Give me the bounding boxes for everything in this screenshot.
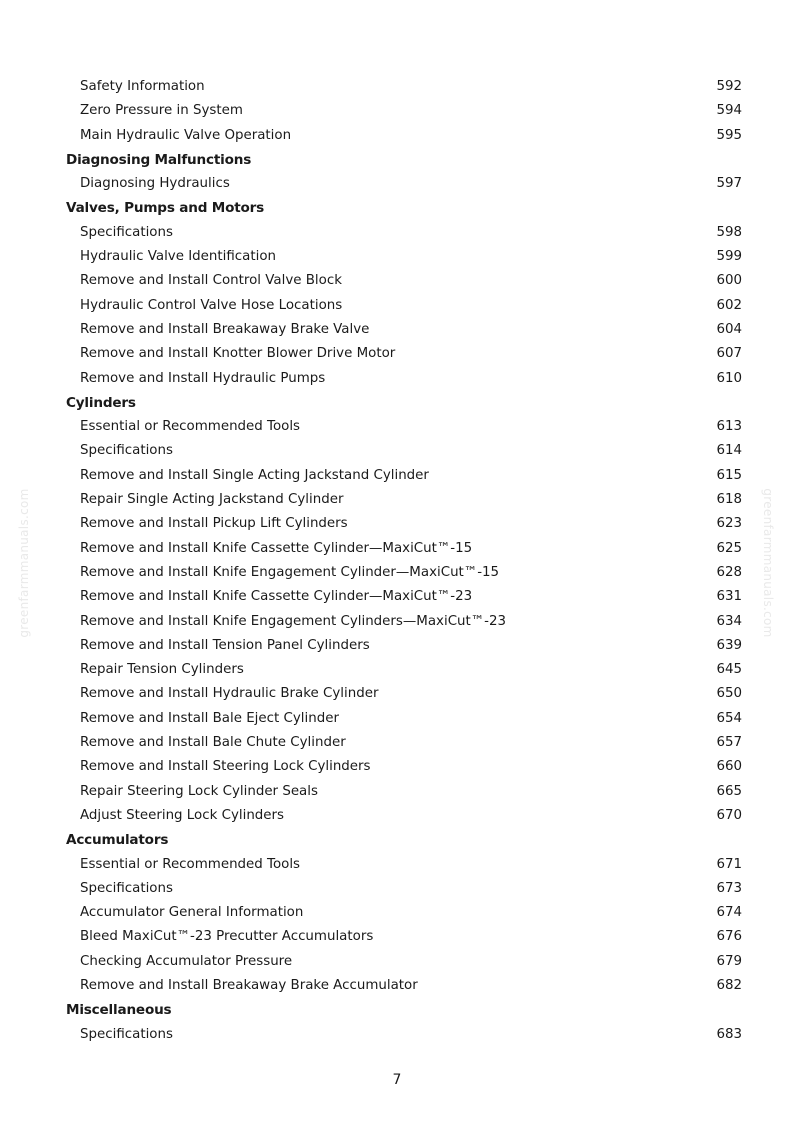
toc-entry[interactable] <box>0 124 794 148</box>
toc-entry-title: Zero Pressure in System <box>80 103 243 119</box>
toc-entry-title: Repair Tension Cylinders <box>80 662 244 678</box>
toc-entry-page-number: 625 <box>716 540 742 556</box>
toc-entry-title: Hydraulic Control Valve Hose Locations <box>80 297 343 313</box>
toc-entry-page-number: 628 <box>716 564 742 580</box>
toc-section-title: Diagnosing Malfunctions <box>66 151 252 168</box>
toc-entry-page-number: 610 <box>716 370 742 386</box>
toc-entry-page-number: 607 <box>716 346 742 362</box>
table-of-contents <box>0 75 794 1047</box>
toc-entry-title: Essential or Recommended Tools <box>80 856 301 872</box>
toc-entry[interactable] <box>0 901 794 925</box>
toc-entry-title: Remove and Install Knife Engagement Cylinder—MaxiCut™-15 <box>80 564 500 580</box>
toc-entry-page-number: 674 <box>716 905 742 921</box>
toc-entry[interactable] <box>0 658 794 682</box>
toc-entry[interactable] <box>0 464 794 488</box>
toc-entry-title: Remove and Install Knife Cassette Cylinder—MaxiCut™-15 <box>80 540 473 556</box>
toc-entry-page-number: 602 <box>716 297 742 313</box>
toc-entry[interactable] <box>0 172 794 196</box>
toc-entry-page-number: 618 <box>716 492 742 508</box>
toc-entry-page-number: 682 <box>716 977 742 993</box>
toc-entry-page-number: 645 <box>716 662 742 678</box>
toc-entry-page-number: 623 <box>716 516 742 532</box>
toc-entry[interactable] <box>0 537 794 561</box>
toc-entry-page-number: 670 <box>716 807 742 823</box>
toc-entry-title: Remove and Install Breakaway Brake Accumulator <box>80 977 418 993</box>
toc-entry[interactable] <box>0 512 794 536</box>
toc-entry-page-number: 592 <box>716 79 742 94</box>
toc-entry-title: Remove and Install Knife Engagement Cylinders—MaxiCut™-23 <box>80 613 507 629</box>
toc-entry[interactable] <box>0 99 794 123</box>
toc-entry[interactable] <box>0 585 794 609</box>
toc-entry[interactable] <box>0 707 794 731</box>
toc-section-title: Accumulators <box>66 832 169 849</box>
toc-entry[interactable] <box>0 342 794 366</box>
toc-section-heading <box>0 828 794 852</box>
toc-entry-title: Adjust Steering Lock Cylinders <box>80 807 285 823</box>
toc-entry-title: Remove and Install Knife Cassette Cylinder—MaxiCut™-23 <box>80 589 473 605</box>
toc-entry-title: Remove and Install Hydraulic Brake Cylinder <box>80 686 379 702</box>
toc-entry-title: Safety Information <box>80 79 205 94</box>
toc-entry-page-number: 665 <box>716 783 742 799</box>
toc-entry[interactable] <box>0 75 794 99</box>
toc-entry-page-number: 599 <box>716 249 742 265</box>
toc-entry-page-number: 679 <box>716 953 742 969</box>
toc-entry[interactable] <box>0 294 794 318</box>
toc-entry[interactable] <box>0 245 794 269</box>
toc-entry[interactable] <box>0 415 794 439</box>
toc-entry-title: Essential or Recommended Tools <box>80 419 301 435</box>
toc-section-heading <box>0 196 794 220</box>
toc-entry-title: Remove and Install Steering Lock Cylinders <box>80 759 371 775</box>
toc-entry-page-number: 604 <box>716 321 742 337</box>
toc-entry[interactable] <box>0 318 794 342</box>
toc-entry-title: Diagnosing Hydraulics <box>80 176 230 192</box>
toc-entry-title: Remove and Install Bale Eject Cylinder <box>80 710 339 726</box>
toc-entry-title: Remove and Install Hydraulic Pumps <box>80 370 326 386</box>
toc-entry-page-number: 598 <box>716 224 742 240</box>
toc-entry-title: Repair Steering Lock Cylinder Seals <box>80 783 318 799</box>
toc-entry-title: Specifications <box>80 443 173 459</box>
toc-entry-title: Checking Accumulator Pressure <box>80 953 293 969</box>
toc-entry-title: Specifications <box>80 880 173 896</box>
toc-entry-page-number: 614 <box>716 443 742 459</box>
toc-entry-page-number: 613 <box>716 419 742 435</box>
toc-entry-title: Remove and Install Knotter Blower Drive Motor <box>80 346 396 362</box>
toc-entry[interactable] <box>0 439 794 463</box>
toc-entry-page-number: 683 <box>716 1026 742 1042</box>
toc-entry-title: Accumulator General Information <box>80 905 304 921</box>
toc-entry-page-number: 595 <box>716 127 742 143</box>
toc-entry[interactable] <box>0 1023 794 1047</box>
toc-entry-page-number: 657 <box>716 735 742 751</box>
toc-entry[interactable] <box>0 731 794 755</box>
toc-section-heading <box>0 391 794 415</box>
toc-entry-title: Bleed MaxiCut™-23 Precutter Accumulators <box>80 929 374 945</box>
toc-entry-title: Remove and Install Control Valve Block <box>80 273 342 289</box>
toc-section-title: Miscellaneous <box>66 1002 172 1019</box>
toc-section-title: Valves, Pumps and Motors <box>66 200 265 217</box>
toc-entry[interactable] <box>0 610 794 634</box>
toc-entry-page-number: 594 <box>716 103 742 119</box>
toc-entry-page-number: 676 <box>716 929 742 945</box>
toc-entry-title: Specifications <box>80 1026 173 1042</box>
toc-entry[interactable] <box>0 925 794 949</box>
toc-entry-page-number: 597 <box>716 176 742 192</box>
toc-entry[interactable] <box>0 950 794 974</box>
toc-entry-page-number: 671 <box>716 856 742 872</box>
toc-entry[interactable] <box>0 877 794 901</box>
toc-entry-title: Hydraulic Valve Identification <box>80 249 277 265</box>
toc-entry-page-number: 600 <box>716 273 742 289</box>
watermark-right: greenfarmmanuals.com <box>761 488 775 638</box>
page-number: 7 <box>392 1072 402 1088</box>
toc-entry-page-number: 639 <box>716 637 742 653</box>
toc-entry[interactable] <box>0 974 794 998</box>
toc-entry-title: Main Hydraulic Valve Operation <box>80 127 292 143</box>
toc-entry-title: Repair Single Acting Jackstand Cylinder <box>80 492 344 508</box>
toc-entry-page-number: 654 <box>716 710 742 726</box>
toc-section-heading <box>0 148 794 172</box>
toc-entry[interactable] <box>0 367 794 391</box>
toc-entry[interactable] <box>0 755 794 779</box>
toc-section-heading <box>0 998 794 1022</box>
toc-section-title: Cylinders <box>66 394 136 411</box>
toc-entry-title: Remove and Install Breakaway Brake Valve <box>80 321 370 337</box>
toc-entry-title: Remove and Install Tension Panel Cylinders <box>80 637 370 653</box>
toc-entry-page-number: 615 <box>716 467 742 483</box>
toc-entry[interactable] <box>0 269 794 293</box>
toc-entry-title: Remove and Install Bale Chute Cylinder <box>80 735 346 751</box>
toc-entry[interactable] <box>0 682 794 706</box>
toc-entry-title: Remove and Install Pickup Lift Cylinders <box>80 516 348 532</box>
toc-entry-page-number: 631 <box>716 589 742 605</box>
toc-entry-title: Specifications <box>80 224 173 240</box>
toc-entry-page-number: 634 <box>716 613 742 629</box>
toc-entry[interactable] <box>0 221 794 245</box>
toc-entry[interactable] <box>0 804 794 828</box>
watermark-left: greenfarmmanuals.com <box>17 488 31 638</box>
toc-entry-page-number: 650 <box>716 686 742 702</box>
toc-entry-title: Remove and Install Single Acting Jackstand Cylinder <box>80 467 429 483</box>
toc-entry[interactable] <box>0 488 794 512</box>
toc-entry-page-number: 660 <box>716 759 742 775</box>
toc-entry[interactable] <box>0 780 794 804</box>
toc-entry[interactable] <box>0 634 794 658</box>
toc-entry-page-number: 673 <box>716 880 742 896</box>
toc-entry[interactable] <box>0 561 794 585</box>
toc-entry[interactable] <box>0 853 794 877</box>
